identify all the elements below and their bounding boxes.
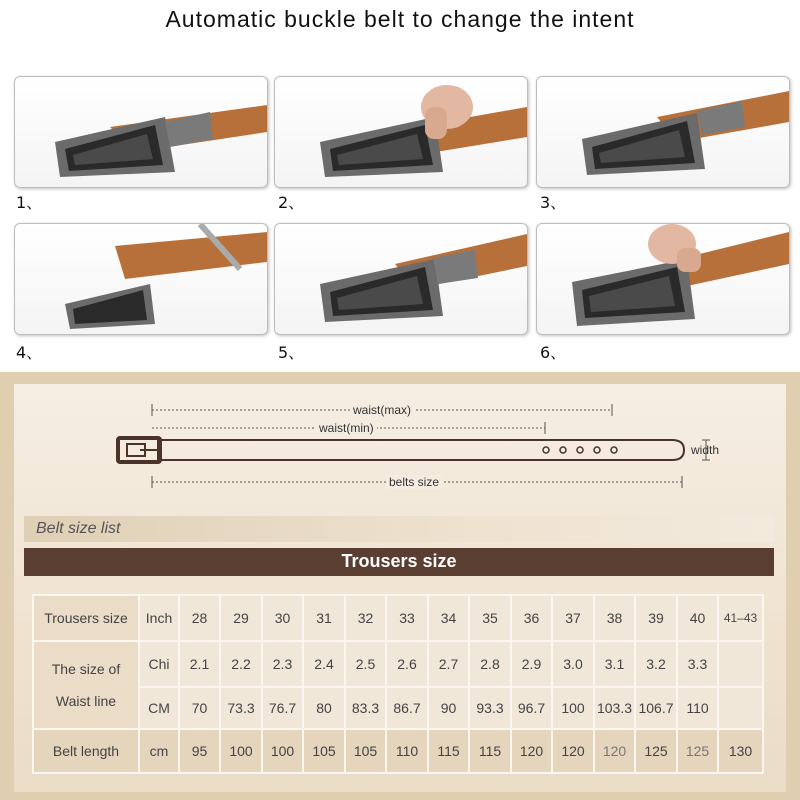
belt-length-cell: 105	[303, 729, 345, 773]
step-4-label: 4、	[16, 343, 43, 362]
cm-cell: 100	[552, 687, 594, 729]
cm-cell: 96.7	[511, 687, 552, 729]
trousers-size-header: Trousers size	[33, 595, 139, 641]
step-1-label: 1、	[16, 193, 43, 212]
step-3-label: 3、	[540, 193, 567, 212]
belt-length-cell: 100	[262, 729, 303, 773]
chi-cell: 2.6	[386, 641, 428, 687]
waist-line-header	[33, 641, 139, 729]
cm-cell: 90	[428, 687, 469, 729]
inch-cell: 33	[386, 595, 428, 641]
chi-cell: 3.2	[635, 641, 677, 687]
inch-cell: 41–43	[718, 595, 763, 641]
belt-length-cell: 110	[386, 729, 428, 773]
cm-cell: 86.7	[386, 687, 428, 729]
size-table	[32, 594, 764, 774]
width-label: width	[691, 443, 720, 457]
page-title: Automatic buckle belt to change the intent	[165, 6, 635, 32]
step-6-label: 6、	[540, 343, 567, 362]
inch-cell: 34	[428, 595, 469, 641]
inch-cell: 30	[262, 595, 303, 641]
table-header-bar	[24, 548, 774, 576]
unit-cell: cm	[139, 729, 179, 773]
chi-cell	[718, 641, 763, 687]
chi-cell: 3.1	[594, 641, 635, 687]
inch-cell: 40	[677, 595, 718, 641]
waist-min-label: waist(min)	[316, 421, 377, 435]
inch-cell: 35	[469, 595, 511, 641]
belt-length-cell: 115	[469, 729, 511, 773]
chi-cell: 2.5	[345, 641, 386, 687]
inch-cell: 31	[303, 595, 345, 641]
table-row	[33, 595, 763, 641]
table-row	[33, 729, 763, 773]
cm-cell: 103.3	[594, 687, 635, 729]
inch-cell: 37	[552, 595, 594, 641]
belts-size-label: belts size	[386, 475, 442, 489]
cm-cell: 70	[179, 687, 220, 729]
size-list-bar	[24, 516, 774, 542]
cm-cell: 80	[303, 687, 345, 729]
belt-length-cell: 95	[179, 729, 220, 773]
cm-cell: 73.3	[220, 687, 262, 729]
size-list-title: Belt size list	[36, 520, 121, 537]
chi-cell: 2.4	[303, 641, 345, 687]
cm-cell	[718, 687, 763, 729]
belt-length-cell: 125	[635, 729, 677, 773]
belt-length-cell: 125	[677, 729, 718, 773]
belt-length-header: Belt length	[33, 729, 139, 773]
waist-line-header-line2: Waist line	[55, 693, 117, 709]
chi-cell: 3.3	[677, 641, 718, 687]
cm-cell: 110	[677, 687, 718, 729]
chi-cell: 2.8	[469, 641, 511, 687]
cm-cell: 106.7	[635, 687, 677, 729]
belt-length-cell: 120	[594, 729, 635, 773]
inch-cell: 38	[594, 595, 635, 641]
waist-max-label: waist(max)	[350, 403, 414, 417]
table-title: Trousers size	[341, 551, 457, 571]
inch-cell: 32	[345, 595, 386, 641]
chi-cell: 2.3	[262, 641, 303, 687]
belt-length-cell: 120	[552, 729, 594, 773]
table-row	[33, 687, 763, 729]
table-row	[33, 641, 763, 687]
unit-cell: Chi	[139, 641, 179, 687]
chi-cell: 2.9	[511, 641, 552, 687]
step-2-label: 2、	[278, 193, 305, 212]
chi-cell: 3.0	[552, 641, 594, 687]
belt-length-cell: 130	[718, 729, 763, 773]
cm-cell: 93.3	[469, 687, 511, 729]
chi-cell: 2.7	[428, 641, 469, 687]
unit-cell: CM	[139, 687, 179, 729]
cm-cell: 83.3	[345, 687, 386, 729]
belt-length-cell: 100	[220, 729, 262, 773]
belt-length-cell: 120	[511, 729, 552, 773]
inch-cell: 28	[179, 595, 220, 641]
chi-cell: 2.2	[220, 641, 262, 687]
waist-line-header-line1: The size of	[51, 661, 121, 677]
inch-cell: 36	[511, 595, 552, 641]
cm-cell: 76.7	[262, 687, 303, 729]
chi-cell: 2.1	[179, 641, 220, 687]
belt-length-cell: 115	[428, 729, 469, 773]
belt-length-cell: 105	[345, 729, 386, 773]
step-5-label: 5、	[278, 343, 305, 362]
inch-cell: 39	[635, 595, 677, 641]
unit-cell: Inch	[139, 595, 179, 641]
inch-cell: 29	[220, 595, 262, 641]
